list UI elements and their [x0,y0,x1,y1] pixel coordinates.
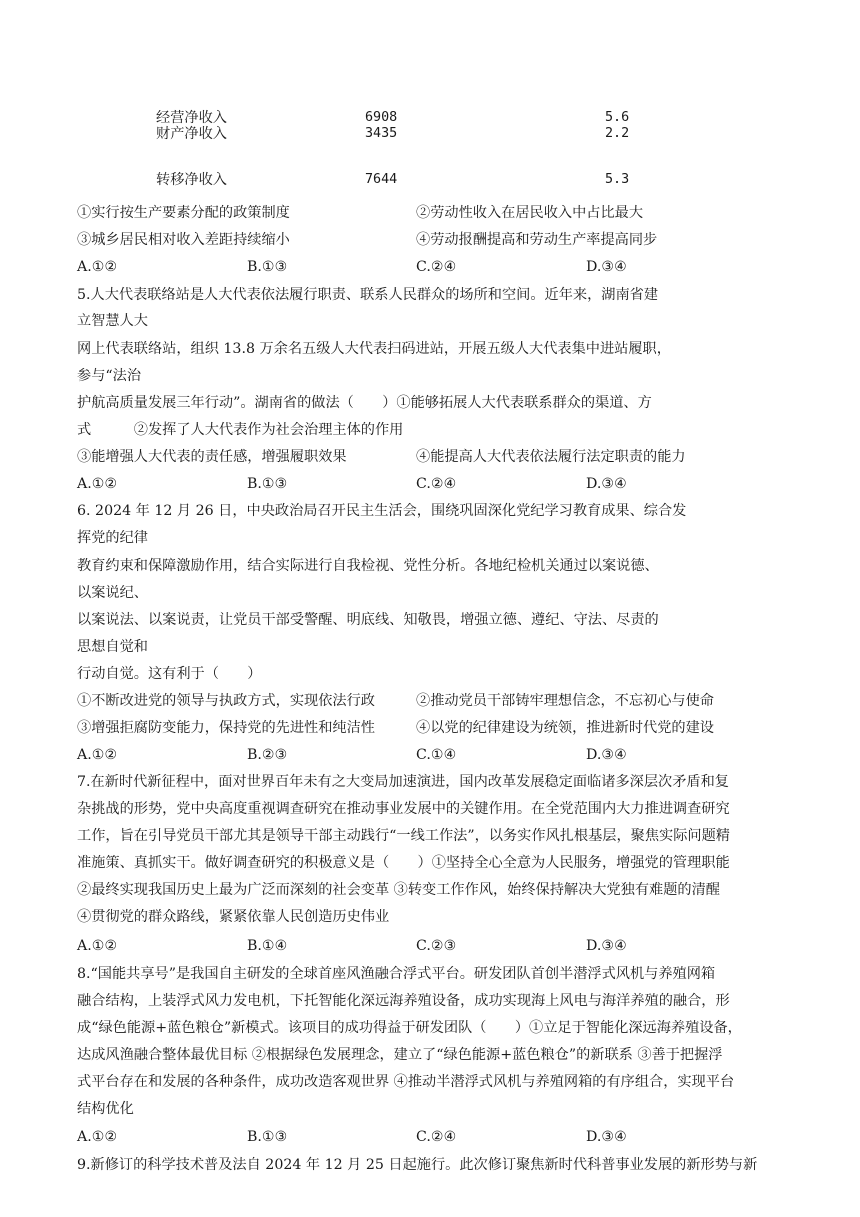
answer-a: A.①② [77,259,118,275]
option-1: ①实行按生产要素分配的政策制度 [77,205,290,221]
question-text-line: 网上代表联络站，组织 13.8 万余名五级人大代表扫码进站，开展五级人大代表集中进站履职， [77,341,671,357]
option-2: ②劳动性收入在居民收入中占比最大 [416,205,644,221]
question-text-line: 6. 2024 年 12 月 26 日，中央政治局召开民主生活会，围绕巩固深化党纪学习教育成果、综合发 [77,503,687,519]
answer-a: A.①② [77,476,118,492]
option-3: ③增强拒腐防变能力，保持党的先进性和纯洁性 [77,720,375,736]
answer-a: A.①② [77,747,118,763]
answer-d: D.③④ [586,747,627,763]
option-2: ②推动党员干部铸牢理想信念，不忘初心与使命 [416,693,714,709]
question-text-line: 教育约束和保障激励作用，结合实际进行自我检视、党性分析。各地纪检机关通过以案说德、 [77,558,659,574]
question-text-line: 工作，旨在引导党员干部尤其是领导干部主动践行“一线工作法”，以务实作风扎根基层，聚焦实际问题精 [77,828,730,844]
answer-a: A.①② [77,1129,118,1145]
question-text-line: 立智慧人大 [77,313,148,329]
answer-d: D.③④ [586,1129,627,1145]
question-text-line: 9.新修订的科学技术普及法自 2024 年 12 月 25 日起施行。此次修订聚焦新时代科普事业发展的新形势与新 [77,1157,758,1173]
question-text-line: 5.人大代表联络站是人大代表依法履行职责、联系人民群众的场所和空间。近年来，湖南省建 [77,287,659,303]
answer-c: C.②④ [416,476,457,492]
question-text-line: 式 ②发挥了人大代表作为社会治理主体的作用 [77,422,404,438]
answer-d: D.③④ [586,476,627,492]
question-text-line: 融合结构，上装浮式风力发电机，下托智能化深远海养殖设备，成功实现海上风电与海洋养殖的融合，形 [77,993,730,1009]
table-row-amount: 3435 [365,126,398,141]
question-text-line: 参与“法治 [77,368,142,384]
option-1: ①不断改进党的领导与执政方式，实现依法行政 [77,693,375,709]
question-text-line: 准施策、真抓实干。做好调查研究的积极意义是（ ）①坚持全心全意为人民服务，增强党的管理职能 [77,855,730,871]
question-text-line: 式平台存在和发展的各种条件，成功改造客观世界 ④推动半潜浮式风机与养殖网箱的有序组合，实现平台 [77,1074,735,1090]
question-text-line: 思想自觉和 [77,639,148,655]
question-text-line: ④贯彻党的群众路线，紧紧依靠人民创造历史伟业 [77,909,390,925]
question-text-line: 成“绿色能源+蓝色粮仓”新模式。该项目的成功得益于研发团队（ ）①立足于智能化深远海养殖设备， [77,1020,742,1036]
answer-a: A.①② [77,938,118,954]
answer-b: B.①③ [247,476,288,492]
answer-b: B.①③ [247,259,288,275]
option-4: ④以党的纪律建设为统领，推进新时代党的建设 [416,720,714,736]
option-4: ④劳动报酬提高和劳动生产率提高同步 [416,232,658,248]
answer-b: B.①③ [247,1129,288,1145]
question-text-line: 以案说纪、 [77,585,148,601]
question-text-line: 杂挑战的形势，党中央高度重视调查研究在推动事业发展中的关键作用。在全党范围内大力推进调查研究 [77,801,730,817]
answer-c: C.①④ [416,747,457,763]
table-row-amount: 6908 [365,110,398,125]
table-row-rate: 2.2 [605,126,630,141]
question-text-line: 行动自觉。这有利于（ ） [77,666,262,682]
table-row-name: 财产净收入 [156,126,227,142]
table-row-rate: 5.6 [605,110,630,125]
answer-c: C.②④ [416,1129,457,1145]
table-row-name: 转移净收入 [156,172,227,188]
answer-b: B.②③ [247,747,288,763]
option-3: ③城乡居民相对收入差距持续缩小 [77,232,290,248]
answer-b: B.①④ [247,938,288,954]
table-row-name: 经营净收入 [156,110,227,126]
question-text-line: 8.“国能共享号”是我国自主研发的全球首座风渔融合浮式平台。研发团队首创半潜浮式风机与养殖网箱 [77,966,716,982]
question-text-line: 结构优化 [77,1101,134,1117]
question-text-line: ②最终实现我国历史上最为广泛而深刻的社会变革 ③转变工作作风，始终保持解决大党独有难题的清醒 [77,882,720,898]
table-row-amount: 7644 [365,172,398,187]
question-text-line: 以案说法、以案说责，让党员干部受警醒、明底线、知敬畏，增强立德、遵纪、守法、尽责的 [77,612,659,628]
answer-c: C.②④ [416,259,457,275]
table-row-rate: 5.3 [605,172,630,187]
question-text-line: 7.在新时代新征程中，面对世界百年未有之大变局加速演进，国内改革发展稳定面临诸多深层次矛盾和复 [77,774,729,790]
answer-c: C.②③ [416,938,457,954]
question-text-line: 挥党的纪律 [77,530,148,546]
question-text-line: 护航高质量发展三年行动”。湖南省的做法（ ）①能够拓展人大代表联系群众的渠道、方 [77,395,652,411]
question-text-line: 达成风渔融合整体最优目标 ②根据绿色发展理念，建立了“绿色能源+蓝色粮仓”的新联系 ③善于把握浮 [77,1047,723,1063]
answer-d: D.③④ [586,938,627,954]
option-4: ④能提高人大代表依法履行法定职责的能力 [416,449,686,465]
option-3: ③能增强人大代表的责任感，增强履职效果 [77,449,347,465]
answer-d: D.③④ [586,259,627,275]
